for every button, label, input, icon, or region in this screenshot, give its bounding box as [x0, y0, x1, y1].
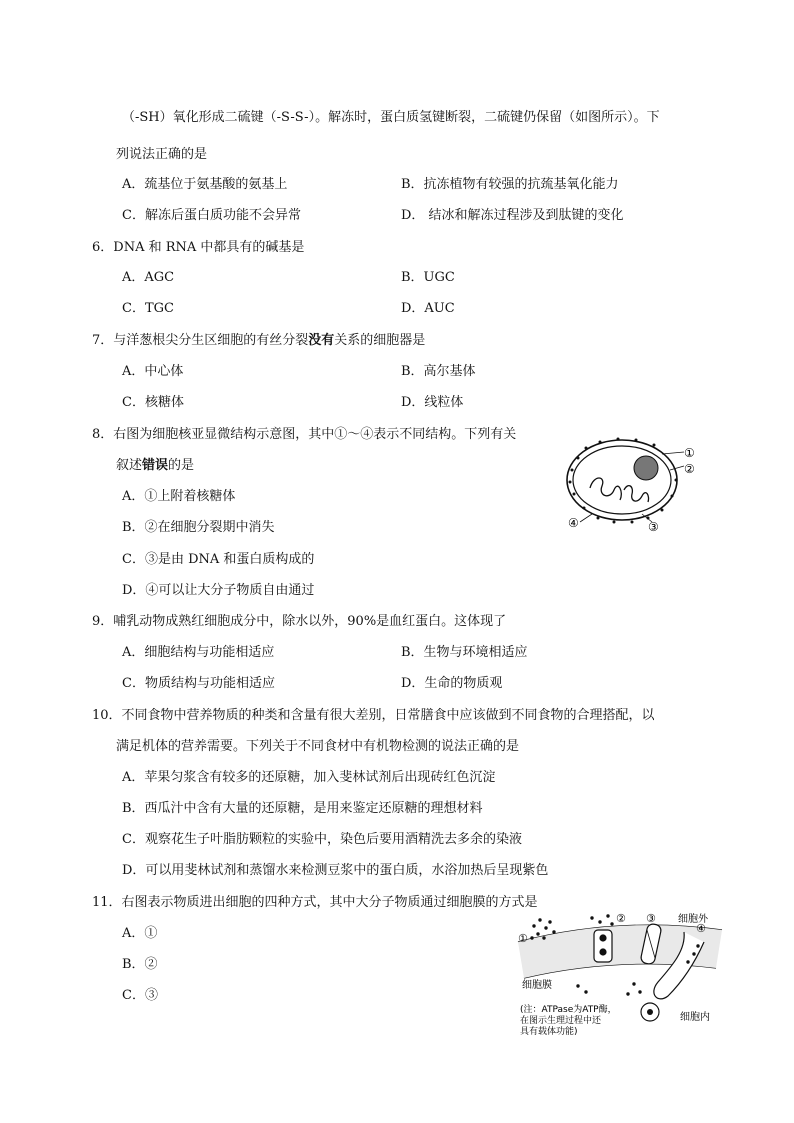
q10-option-b: B．西瓜汁中含有大量的还原糖，是用来鉴定还原糖的理想材料 [122, 801, 483, 816]
q11-option-b: B．② [122, 957, 158, 972]
label-line-2 [670, 466, 684, 470]
q11-option-a: A．① [122, 926, 158, 941]
q7-stem-emphasis: 没有 [308, 333, 335, 348]
nucleus-label-2: ② [684, 462, 695, 476]
nucleolus [634, 456, 658, 480]
q10-stem: 10．不同食物中营养物质的种类和含量有很大差别，日常膳食中应该做到不同食物的合理搭配，以 [92, 708, 655, 723]
q6-option-c: C．TGC [122, 301, 174, 316]
q5-option-b: B．抗冻植物有较强的抗巯基氧化能力 [401, 177, 619, 192]
q8-option-d: D．④可以让大分子物质自由通过 [122, 583, 315, 598]
q6-option-b: B．UGC [401, 270, 455, 285]
q8-option-c: C．③是由 DNA 和蛋白质构成的 [122, 552, 315, 567]
q7-option-a: A．中心体 [122, 364, 184, 379]
q7-stem [92, 333, 425, 349]
note-line-1: (注：ATPase为ATP酶， [520, 1005, 617, 1015]
vesicle-inner [647, 1009, 653, 1015]
nucleus-label-4: ④ [568, 516, 579, 530]
q7-stem-post: 关系的细胞器是 [334, 333, 426, 348]
q5-option-c: C．解冻后蛋白质功能不会异常 [122, 208, 301, 223]
note-line-3: 具有载体功能) [520, 1027, 578, 1037]
q7-option-b: B．高尔基体 [401, 364, 476, 379]
carrier-protein [594, 930, 612, 962]
label-line-4 [580, 514, 592, 522]
q7-option-d: D．线粒体 [401, 395, 464, 410]
q8-option-b: B．②在细胞分裂期中消失 [122, 520, 275, 535]
q10-option-c: C．观察花生子叶脂肪颗粒的实验中，染色后要用酒精洗去多余的染液 [122, 832, 522, 847]
q10-option-d: D．可以用斐林试剂和蒸馏水来检测豆浆中的蛋白质，水浴加热后呈现紫色 [122, 863, 549, 878]
q5-stem-line2: 列说法正确的是 [116, 147, 208, 162]
transport-label-2: ② [616, 912, 626, 925]
q6-option-a: A．AGC [122, 270, 175, 285]
transport-label-1: ① [518, 932, 528, 945]
membrane-transport-diagram [508, 908, 740, 1040]
q5-option-a: A．巯基位于氨基酸的氨基上 [122, 177, 288, 192]
q10-option-a: A．苹果匀浆含有较多的还原糖，加入斐林试剂后出现砖红色沉淀 [122, 770, 496, 785]
q8-stem2-emphasis: 错误 [142, 458, 169, 473]
q5-option-d: D． 结冰和解冻过程涉及到肽键的变化 [401, 208, 624, 223]
q6-stem: 6．DNA 和 RNA 中都具有的碱基是 [92, 240, 305, 255]
q9-option-b: B．生物与环境相适应 [401, 645, 528, 660]
q9-option-c: C．物质结构与功能相适应 [122, 676, 275, 691]
q9-stem: 9．哺乳动物成熟红细胞成分中，除水以外，90%是血红蛋白。这体现了 [92, 614, 507, 629]
q5-stem-line1: （-SH）氧化形成二硫键（-S-S-）。解冻时，蛋白质氢键断裂，二硫键仍保留（如图所示）。下 [122, 110, 660, 125]
transport-label-3: ③ [646, 912, 656, 925]
nucleus-label-3: ③ [648, 520, 659, 534]
q7-stem-pre: 7．与洋葱根尖分生区细胞的有丝分裂 [92, 333, 309, 348]
nucleus-diagram [562, 430, 708, 534]
q9-option-a: A．细胞结构与功能相适应 [122, 645, 275, 660]
q11-option-c: C．③ [122, 988, 158, 1003]
membrane-label: 细胞膜 [522, 980, 552, 991]
q8-stem2-pre: 叙述 [116, 458, 143, 473]
q8-stem-line2 [116, 458, 194, 474]
nucleus-label-1: ① [684, 446, 695, 460]
outside-label: 细胞外 [678, 914, 708, 925]
q8-stem: 8．右图为细胞核亚显微结构示意图，其中①～④表示不同结构。下列有关 [92, 427, 517, 442]
q6-option-d: D．AUC [401, 301, 455, 316]
nuclear-envelope-inner [573, 446, 671, 514]
transport-label-4: ④ [696, 922, 706, 935]
q10-stem-line2: 满足机体的营养需要。下列关于不同食材中有机物检测的说法正确的是 [116, 739, 520, 754]
label-line-1 [662, 452, 684, 454]
q8-option-a: A．①上附着核糖体 [122, 489, 236, 504]
q8-stem2-post: 的是 [168, 458, 195, 473]
q9-option-d: D．生命的物质观 [401, 676, 503, 691]
inside-label: 细胞内 [680, 1012, 710, 1023]
q7-option-c: C．核糖体 [122, 395, 184, 410]
note-line-2: 在图示生理过程中还 [520, 1016, 602, 1026]
chromatin [590, 478, 649, 502]
q11-stem: 11．右图表示物质进出细胞的四种方式，其中大分子物质通过细胞膜的方式是 [92, 895, 538, 910]
